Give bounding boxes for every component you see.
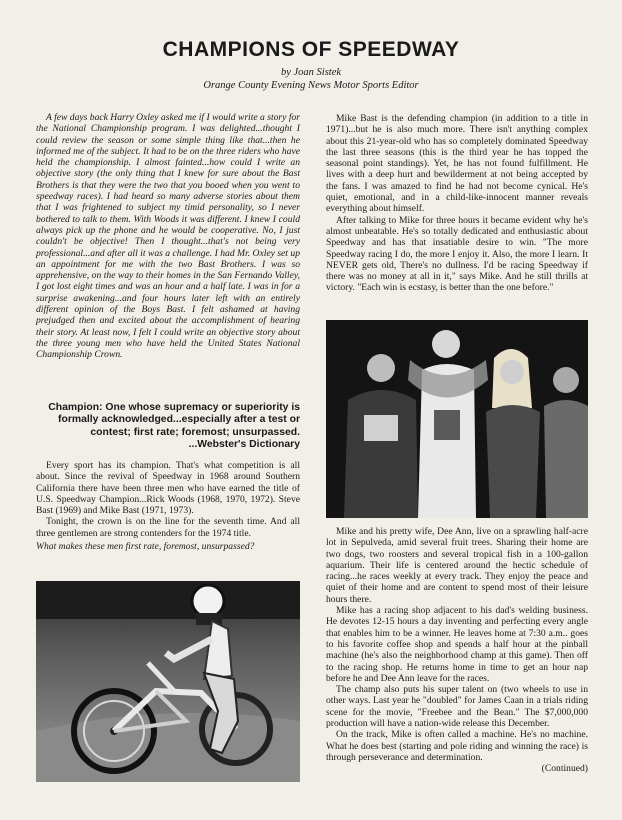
intro-text: A few days back Harry Oxley asked me if I would write a story for the National Championship program. I was delighted...thought I could review the season or some simple thing like that...then he informed me of the subject. It had to be on the three riders who have held the championship. I almost fainted...how could I write an objective story (the only thing that I knew for sure about the Bast Brothers is that they were the two that you booed when you went to speedway races). I had heard so many adverse stories about them that I was frightened to subject my timid personality, so I never bothered to talk to them. With Woods it was different. I knew I could always pick up the phone and he would be cooperative. No, I just couldn't be objective! Then I thought...that's not being very professional...and after all it was a challenge. I had Mr. Oxley set up an appointment for me with the two Bast Brothers. I was so apprehensive, on the way to their homes in the San Fernando Valley, I got lost eight times and was an hour and a half late. I was in for a surprise awakening...and four hours later left with an entirely different opinion of the Boys Bast. I felt ashamed at having prejudged then and excited about the accomplishment of hearing their story. At least now, I felt I could write an objective story about the three young men who have held the United States National Championship Crown. [36, 112, 301, 361]
celebration-illustration [326, 320, 588, 518]
definition-text: Champion: One whose supremacy or superiority is formally acknowledged...especially after a test or contest; first rate; foremost; unsurpassed. [48, 402, 300, 438]
paragraph: Mike has a racing shop adjacent to his dad's welding business. He devotes 12-15 hours a day inventing and perfecting every angle that enables him to be a winner. He leaves home at 7:30 a.m.. goes to his favorite coffee shop and spends a half hour at the pinball machine (he's also the neighborhood champ at this game). Then off to the racing shop. He returns home in time to get an hour nap before he and Dee Ann leave for the races. [326, 605, 588, 684]
victory-celebration-photo [326, 320, 588, 518]
paragraph: Mike Bast is the defending champion (in addition to a title in 1971)...but he is also much more. There isn't anything complex about this 21-year-old who has so completely dominated Speedway the last three seasons (this is the third year he has topped the seasonal point standings). Yet, he has not found fulfillment. He lives with a deep hurt and bewilderment at not being accepted by the fans. I was amazed to find he had not become cynical. He's quiet, emotional, and in a child-like-innocent manner reveals everything about himself. [326, 113, 588, 215]
paragraph: After talking to Mike for three hours it became evident why he's almost unbeatable. He's so totally dedicated and enthusiastic about Speedway and has that insatiable desire to win. "The more Speedway racing I do, the more I enjoy it. Also, the more I learn. It NEVER gets old, There's no dullness. I'd be racing Speedway if there was no money at all in it," says Mike. And he still thrills at victory. "Each win is ecstasy, is better than the one before." [326, 214, 588, 294]
continued-label: (Continued) [541, 763, 588, 775]
definition-source: ...Webster's Dictionary [188, 438, 300, 450]
left-body-text [36, 460, 300, 552]
paragraph: Every sport has its champion. That's what competition is all about. Since the revival of Speedway in 1968 around Southern California there have been three men who have earned the title of U.S. Speedway Champion...Rick Woods (1968, 1970, 1972). Steve Bast (1969) and Mike Bast (1971, 1973). [36, 460, 300, 517]
byline: by Joan Sistek [280, 67, 342, 78]
definition-block [36, 402, 300, 451]
paragraph: Mike and his pretty wife, Dee Ann, live on a sprawling half-acre lot in Sepulveda, amid several fruit trees. Sharing their home are two dogs, two roosters and several tropical fish in a 100-gallon aquarium. Their life is centered around the hectic schedule of racing...he races weekly at every track. They enjoy the peace and quiet of their home and are content to spend most of their leisure hours there. [326, 526, 588, 605]
right-body-bottom [326, 526, 588, 775]
paragraph: Tonight, the crown is on the line for the seventh time. And all three gentlemen are strong contenders for the 1974 title. [36, 516, 300, 539]
motorcycle-rider-photo [36, 581, 300, 782]
question-line: What makes these men first rate, foremost, unsurpassed? [36, 541, 255, 553]
rider-illustration [36, 581, 300, 782]
paragraph: On the track, Mike is often called a machine. He's no machine. What he does best (starting and pole riding and winning the race) is through perseverance and determination. [326, 729, 588, 763]
intro-paragraph [36, 112, 300, 361]
article-title: CHAMPIONS OF SPEEDWAY [162, 38, 460, 61]
right-body-top [326, 113, 588, 294]
author-affiliation: Orange County Evening News Motor Sports Editor [203, 80, 419, 91]
paragraph: The champ also puts his super talent on (two wheels to use in other ways. Last year he "doubled" for James Caan in a trials riding scene for the movie, "Freebee and the Bean." The $7,000,000 production will have a nation-wide release this December. [326, 684, 588, 730]
